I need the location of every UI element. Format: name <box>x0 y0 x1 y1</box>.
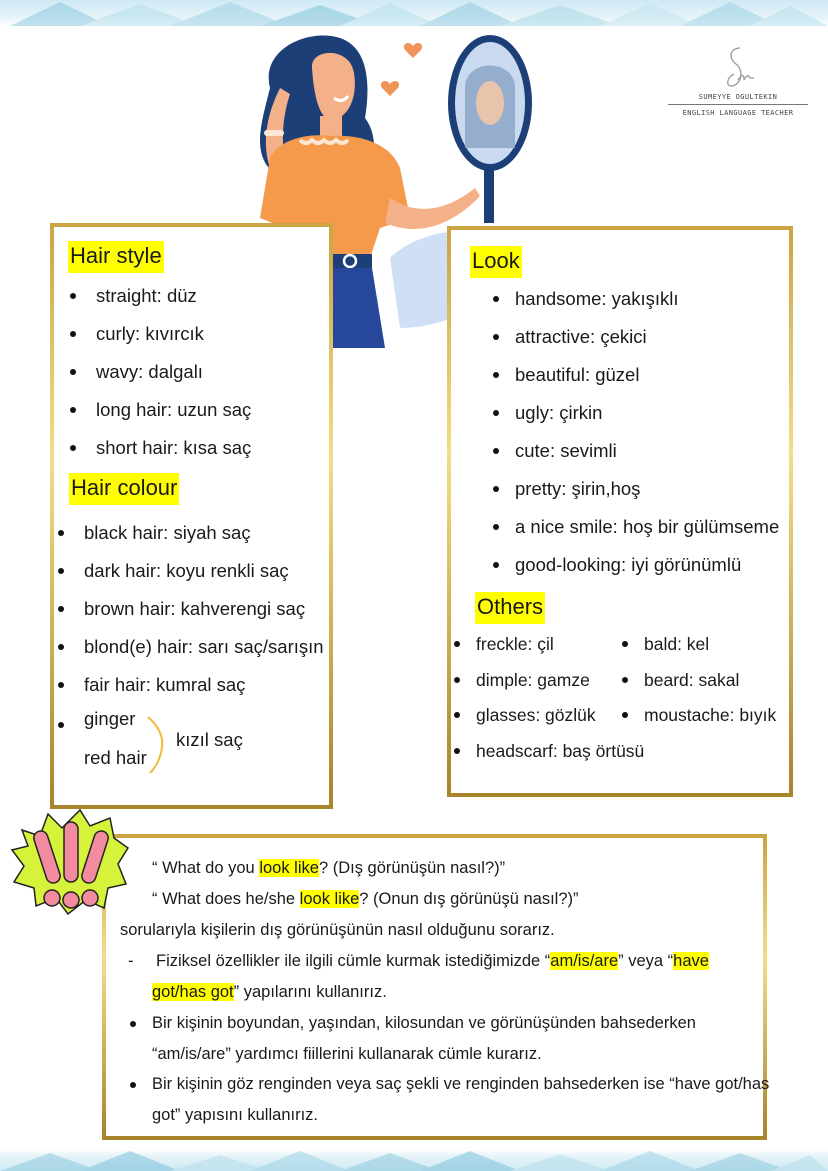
list-item: glasses: gözlük <box>476 705 596 725</box>
list-item: short hair: kısa saç <box>70 429 251 467</box>
list-item: blond(e) hair: sarı saç/sarışın <box>58 628 324 666</box>
term-ginger: ginger <box>84 708 136 729</box>
intro-sentence: sorularıyla kişilerin dış görünüşünün nasıl olduğunu sorarız. <box>120 921 555 939</box>
list-item: curly: kıvırcık <box>70 315 251 353</box>
heart-icon <box>404 43 422 58</box>
triangle-pattern <box>0 0 828 26</box>
bullet <box>130 1082 136 1088</box>
bullet-2-line-1: Bir kişinin göz renginden veya saç şekli ve renginden bahsederken ise “have got/has <box>152 1075 770 1093</box>
highlight-have: have <box>673 952 709 970</box>
list-item: fair hair: kumral saç <box>58 666 324 704</box>
list-item: dimple: gamze <box>476 669 590 690</box>
triangle-pattern <box>0 1149 828 1171</box>
hair-colour-list <box>58 514 324 704</box>
hair-vocabulary-box <box>50 223 333 809</box>
heart-icon <box>381 81 399 96</box>
bullet-2-line-2: got” yapısını kullanırız. <box>152 1106 318 1124</box>
bullet <box>130 1021 136 1027</box>
look-vocabulary-box <box>447 226 793 797</box>
exclamation-burst-icon <box>10 808 130 918</box>
list-item: long hair: uzun saç <box>70 391 251 429</box>
top-decorative-banner <box>0 0 828 26</box>
list-item: headscarf: baş örtüsü <box>476 740 645 761</box>
bullet <box>58 722 64 728</box>
list-item: ugly: çirkin <box>487 394 779 432</box>
teacher-signature <box>668 44 808 117</box>
question-2: “ What does he/she look like? (Onun dış görünüşü nasıl?)” <box>152 890 579 908</box>
look-heading: Look <box>470 246 522 278</box>
list-item: cute: sevimli <box>487 432 779 470</box>
list-item: black hair: siyah saç <box>58 514 324 552</box>
list-item: pretty: şirin,hoş <box>487 470 779 508</box>
list-item: freckle: çil <box>476 634 554 654</box>
look-list <box>487 280 779 584</box>
bottom-decorative-banner <box>0 1149 828 1171</box>
list-item: straight: düz <box>70 277 251 315</box>
hair-style-list <box>70 277 251 467</box>
dash-rule-line-1: Fiziksel özellikler ile ilgili cümle kurmak istediğimizde “am/is/are” veya “have <box>156 952 709 970</box>
dash-rule-line-2: got/has got” yapılarını kullanırız. <box>152 983 387 1001</box>
bracket-icon <box>146 715 166 775</box>
list-item: handsome: yakışıklı <box>487 280 779 318</box>
list-item: attractive: çekici <box>487 318 779 356</box>
list-item: brown hair: kahverengi saç <box>58 590 324 628</box>
list-item: bald: kel <box>644 634 710 654</box>
list-item: good-looking: iyi görünümlü <box>487 546 779 584</box>
signature-mark-icon <box>708 44 768 92</box>
list-item: beautiful: güzel <box>487 356 779 394</box>
hair-colour-heading: Hair colour <box>69 473 179 505</box>
highlight-am-is-are: am/is/are <box>550 952 619 970</box>
list-item: dark hair: koyu renkli saç <box>58 552 324 590</box>
ginger-red-hair-group <box>58 705 318 785</box>
list-item: beard: sakal <box>644 669 740 690</box>
list-item: moustache: bıyık <box>644 705 777 725</box>
highlight-look-like: look like <box>299 890 360 908</box>
translation-kizil-sac: kızıl saç <box>176 729 243 750</box>
term-red-hair: red hair <box>84 747 147 768</box>
teacher-role: ENGLISH LANGUAGE TEACHER <box>682 109 794 117</box>
hair-style-heading: Hair style <box>68 241 164 273</box>
others-heading: Others <box>475 592 545 624</box>
question-1: “ What do you look like? (Dış görünüşün nasıl?)” <box>152 859 506 877</box>
others-list <box>451 632 791 774</box>
teacher-name: SUMEYYE OGULTEKIN <box>668 93 808 105</box>
list-item: a nice smile: hoş bir gülümseme <box>487 508 779 546</box>
highlight-look-like: look like <box>259 859 319 877</box>
dash-marker: - <box>128 952 134 970</box>
highlight-got-has-got: got/has got <box>152 983 234 1001</box>
list-item: wavy: dalgalı <box>70 353 251 391</box>
bullet-1-line-1: Bir kişinin boyundan, yaşından, kilosundan ve görünüşünden bahsederken <box>152 1014 696 1032</box>
bullet-1-line-2: “am/is/are” yardımcı fiillerini kullanarak cümle kurarız. <box>152 1045 542 1063</box>
grammar-notes-box <box>102 834 770 1140</box>
